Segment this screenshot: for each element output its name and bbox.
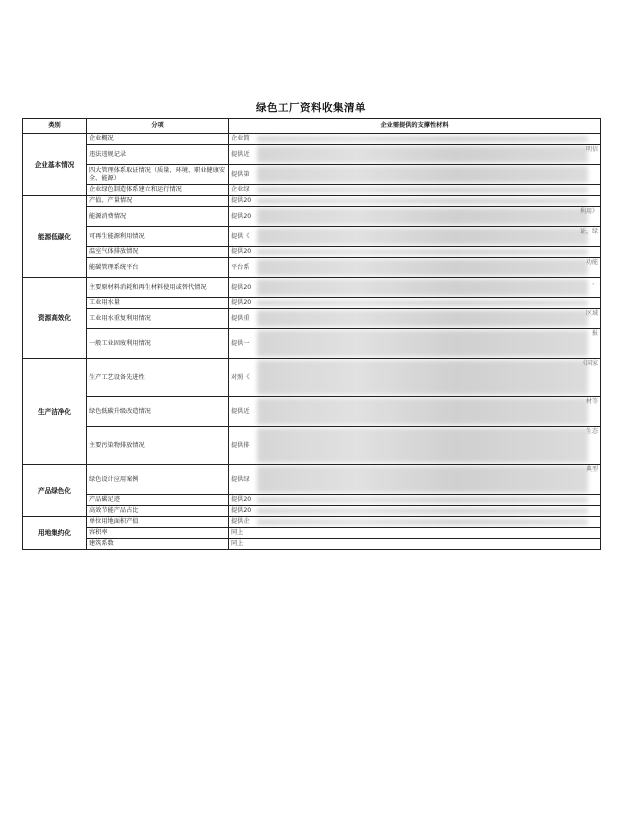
material-text: 提供20 xyxy=(231,299,252,306)
table-row xyxy=(23,196,601,207)
redacted-blur xyxy=(257,208,588,225)
item-cell: 工业用水量 xyxy=(87,298,229,309)
item-cell: 违法违规记录 xyxy=(87,145,229,165)
item-cell: 工业用水重复利用情况 xyxy=(87,309,229,329)
table-row xyxy=(23,506,601,517)
material-text: 对照《 xyxy=(231,373,250,381)
material-cell xyxy=(229,528,601,539)
header-materials: 企业需提供的支撑性材料 xyxy=(229,119,601,134)
category-cell: 资源高效化 xyxy=(23,278,87,359)
item-cell: 建筑系数 xyxy=(87,539,229,550)
redacted-blur xyxy=(257,428,588,463)
redacted-blur xyxy=(257,310,588,327)
material-cell xyxy=(229,397,601,427)
item-cell: 温室气体排放情况 xyxy=(87,247,229,258)
table-row xyxy=(23,528,601,539)
table-row xyxy=(23,185,601,196)
category-cell: 产品绿色化 xyxy=(23,465,87,517)
item-cell: 绿色设计应用案例 xyxy=(87,465,229,495)
redacted-blur xyxy=(257,136,588,142)
item-cell: 主要原材料消耗和再生材料使用或替代情况 xyxy=(87,278,229,298)
material-cell xyxy=(229,329,601,359)
material-cell xyxy=(229,227,601,247)
item-cell: 产值、产量情况 xyxy=(87,196,229,207)
material-text: 提供一 xyxy=(231,339,250,347)
table-row xyxy=(23,495,601,506)
material-tail-text: 、 xyxy=(591,279,598,286)
table-row xyxy=(23,427,601,465)
material-tail-text: 《国家 xyxy=(579,360,598,367)
material-cell xyxy=(229,427,601,465)
redacted-blur xyxy=(257,519,588,525)
material-cell xyxy=(229,247,601,258)
header-row xyxy=(23,119,601,134)
item-cell: 四大管理体系取证情况（质量、环境、职业健康安全、能源） xyxy=(87,165,229,185)
table-row xyxy=(23,134,601,145)
material-text: 提供近 xyxy=(231,407,250,415)
redacted-blur xyxy=(257,330,588,357)
table-row xyxy=(23,207,601,227)
material-text: 提供20 xyxy=(231,283,252,291)
redacted-blur xyxy=(257,228,588,245)
material-tail-text: 生态 xyxy=(585,428,598,435)
redacted-blur xyxy=(257,198,588,204)
material-text: 同上 xyxy=(231,529,244,536)
page-title: 绿色工厂资料收集清单 xyxy=(256,102,366,114)
item-cell: 能源消费情况 xyxy=(87,207,229,227)
material-text: 平台系 xyxy=(231,263,250,271)
material-tail-text: 证，绿 xyxy=(579,228,598,235)
item-cell: 一般工业固废利用情况 xyxy=(87,329,229,359)
redacted-blur xyxy=(257,398,588,425)
table-row xyxy=(23,329,601,359)
material-cell xyxy=(229,465,601,495)
table-row xyxy=(23,465,601,495)
material-tail-text: 典型 xyxy=(585,466,598,473)
item-cell: 能碳管理系统平台 xyxy=(87,258,229,278)
material-cell xyxy=(229,309,601,329)
item-cell: 高效节能产品占比 xyxy=(87,506,229,517)
material-text: 提供《 xyxy=(231,232,250,240)
material-text: 提供近 xyxy=(231,150,250,158)
category-cell: 生产洁净化 xyxy=(23,359,87,465)
item-cell: 绿色低碳升级改造情况 xyxy=(87,397,229,427)
table-row xyxy=(23,247,601,258)
material-cell xyxy=(229,495,601,506)
material-text: 企业绿 xyxy=(231,186,250,193)
material-cell xyxy=(229,165,601,185)
table-row xyxy=(23,539,601,550)
material-text: 提供20 xyxy=(231,496,252,503)
material-cell xyxy=(229,185,601,196)
redacted-blur xyxy=(257,360,588,395)
item-cell: 产品碳足迹 xyxy=(87,495,229,506)
material-cell xyxy=(229,207,601,227)
material-tail-text: 区域 xyxy=(585,310,598,317)
material-text: 提供20 xyxy=(231,507,252,514)
material-text: 提供重 xyxy=(231,314,250,322)
category-cell: 用地集约化 xyxy=(23,517,87,550)
table-row xyxy=(23,145,601,165)
table-row xyxy=(23,278,601,298)
material-text: 提供绿 xyxy=(231,475,250,483)
item-cell: 容积率 xyxy=(87,528,229,539)
table-row xyxy=(23,165,601,185)
item-cell: 企业概况 xyxy=(87,134,229,145)
material-tail-text: 利用》 xyxy=(579,208,598,215)
table-row xyxy=(23,258,601,278)
redacted-blur xyxy=(257,259,588,276)
material-text: 提供企 xyxy=(231,518,250,525)
redacted-blur xyxy=(257,508,588,514)
table-row xyxy=(23,309,601,329)
material-cell xyxy=(229,359,601,397)
item-cell: 企业绿色制造体系建立和运行情况 xyxy=(87,185,229,196)
header-item: 分项 xyxy=(87,119,229,134)
material-cell xyxy=(229,298,601,309)
table-row xyxy=(23,397,601,427)
material-text: 提供20 xyxy=(231,212,252,220)
material-cell xyxy=(229,134,601,145)
item-cell: 生产工艺设备先进性 xyxy=(87,359,229,397)
redacted-blur xyxy=(257,146,588,163)
item-cell: 可再生能源利用情况 xyxy=(87,227,229,247)
item-cell: 主要污染物排放情况 xyxy=(87,427,229,465)
header-category: 类别 xyxy=(23,119,87,134)
redacted-blur xyxy=(257,300,588,306)
material-cell xyxy=(229,145,601,165)
material-text: 提供排 xyxy=(231,441,250,449)
category-cell: 能源低碳化 xyxy=(23,196,87,278)
redacted-blur xyxy=(257,279,588,296)
redacted-blur xyxy=(257,166,588,183)
material-tail-text: 报 xyxy=(591,330,598,337)
material-tail-text: 材等 xyxy=(585,398,598,405)
material-cell xyxy=(229,196,601,207)
material-text: 同上 xyxy=(231,540,244,547)
material-cell xyxy=(229,539,601,550)
redacted-blur xyxy=(257,466,588,493)
table-row xyxy=(23,298,601,309)
material-cell xyxy=(229,517,601,528)
redacted-blur xyxy=(257,249,588,255)
material-cell xyxy=(229,258,601,278)
item-cell: 单位用地面积产值 xyxy=(87,517,229,528)
category-cell: 企业基本情况 xyxy=(23,134,87,196)
checklist-table xyxy=(22,118,601,550)
material-text: 提供20 xyxy=(231,248,252,255)
material-text: 企业简 xyxy=(231,135,250,142)
material-tail-text: 明信 xyxy=(585,146,598,153)
table-row xyxy=(23,517,601,528)
material-text: 提供20 xyxy=(231,197,252,204)
material-cell xyxy=(229,278,601,298)
table-row xyxy=(23,359,601,397)
redacted-blur xyxy=(257,187,588,193)
table-row xyxy=(23,227,601,247)
material-cell xyxy=(229,506,601,517)
redacted-blur xyxy=(257,497,588,503)
material-tail-text: 功能 xyxy=(585,259,598,266)
material-text: 提供第 xyxy=(231,170,250,178)
